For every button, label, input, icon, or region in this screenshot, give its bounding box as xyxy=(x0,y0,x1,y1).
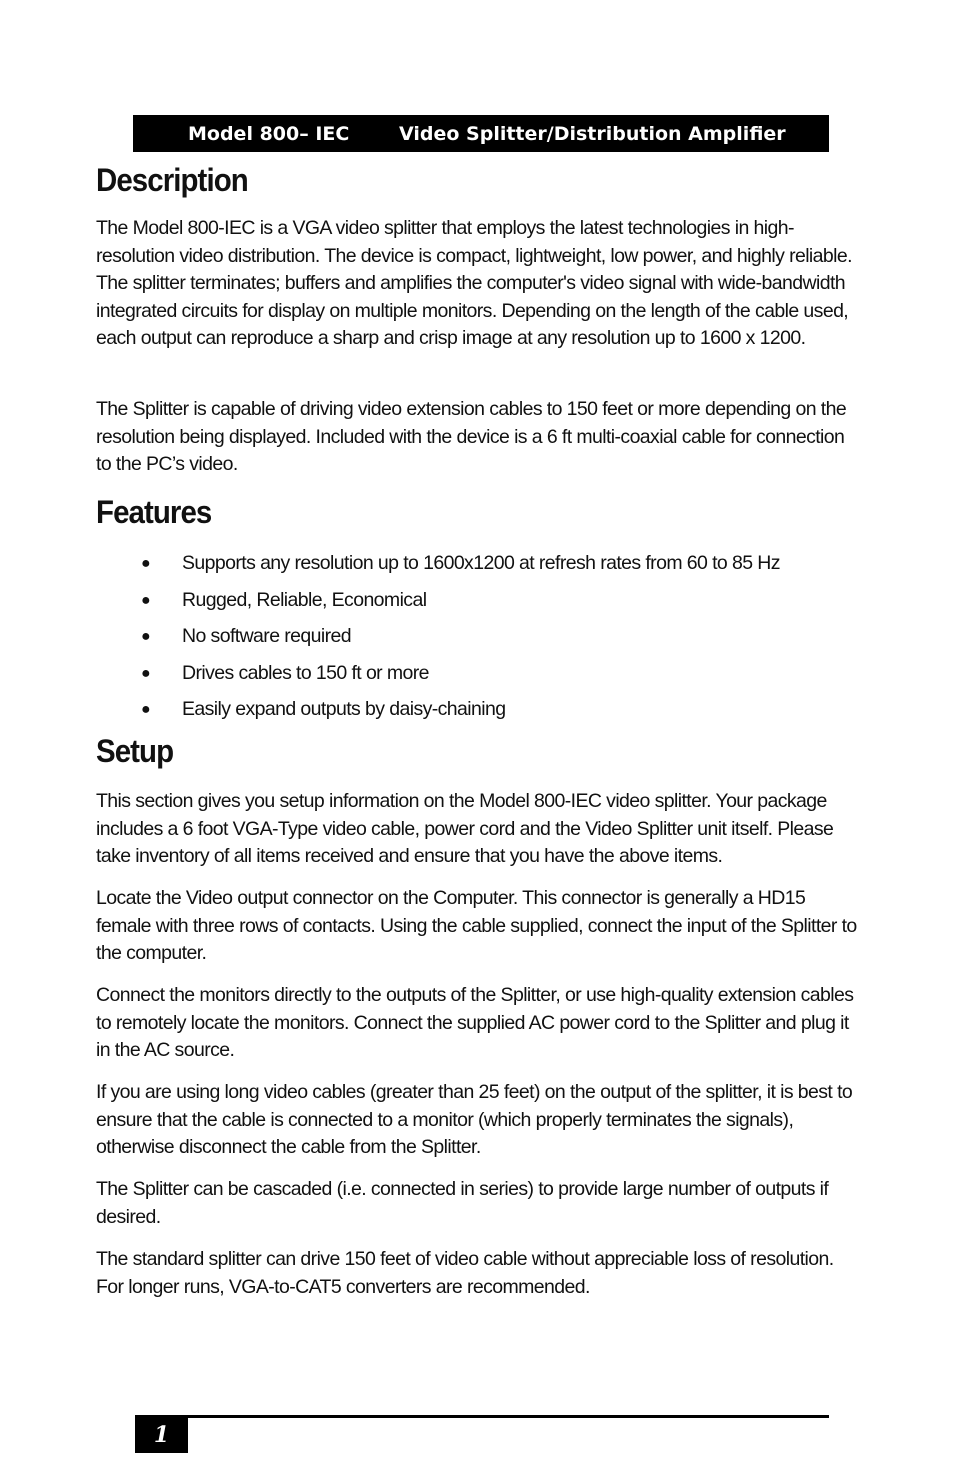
description-paragraph: The Model 800-IEC is a VGA video splitter that employs the latest technologies in high-resolution video distribution. The device is compact, lightweight, low power, and highly reliable. The splitter terminates; buffers and amplifies the computer's video signal with wide-bandwidth integrated circuits for display on multiple monitors. Depending on the length of the cable used, each output can reproduce a sharp and crisp image at any resolution up to 1600 x 1200. xyxy=(96,217,852,349)
bullet-icon: ● xyxy=(141,664,151,682)
description-paragraph: The Splitter is capable of driving video extension cables to 150 feet or more depending on the resolution being displayed. Included with the device is a 6 ft multi-coaxial cable for connection to the PC’s video. xyxy=(96,398,847,475)
list-item xyxy=(96,587,861,624)
list-item xyxy=(96,550,861,587)
setup-paragraph: If you are using long video cables (greater than 25 feet) on the output of the splitter, it is best to ensure that the cable is connected to a monitor (which properly terminates the signals), otherwise disconnect the cable from the Splitter. xyxy=(96,1081,853,1158)
footer-rule xyxy=(135,1415,829,1418)
running-header xyxy=(133,115,829,152)
features-list xyxy=(96,550,861,733)
feature-text: No software required xyxy=(182,625,352,648)
header-model: Model 800– IEC xyxy=(188,123,350,145)
list-item xyxy=(96,660,861,697)
list-item xyxy=(96,696,861,733)
feature-text: Rugged, Reliable, Economical xyxy=(182,588,427,611)
description-heading: Description xyxy=(96,162,248,198)
setup-paragraph: This section gives you setup information on the Model 800-IEC video splitter. Your package includes a 6 foot VGA-Type video cable, power cord and the Video Splitter unit itself. Please take inventory of all items received and ensure that you have the above items. xyxy=(96,790,834,867)
list-item xyxy=(96,623,861,660)
setup-paragraph: Connect the monitors directly to the outputs of the Splitter, or use high-quality extension cables to remotely locate the monitors. Connect the supplied AC power cord to the Splitter and plug it in the AC source. xyxy=(96,984,854,1061)
bullet-icon: ● xyxy=(141,555,151,572)
bullet-icon: ● xyxy=(141,701,151,719)
feature-text: Supports any resolution up to 1600x1200 at refresh rates from 60 to 85 Hz xyxy=(182,552,780,574)
setup-paragraph: Locate the Video output connector on the Computer. This connector is generally a HD15 female with three rows of contacts. Using the cable supplied, connect the input of the Splitter to the computer. xyxy=(96,887,857,964)
setup-paragraph: The standard splitter can drive 150 feet of video cable without appreciable loss of resolution. For longer runs, VGA-to-CAT5 converters are recommended. xyxy=(96,1248,834,1298)
bullet-icon: ● xyxy=(141,628,151,646)
features-heading: Features xyxy=(96,494,212,530)
header-product: Video Splitter/Distribution Amplifier xyxy=(399,123,786,145)
bullet-icon: ● xyxy=(141,591,151,609)
setup-paragraph: The Splitter can be cascaded (i.e. connected in series) to provide large number of outputs if desired. xyxy=(96,1178,829,1228)
page-number: 1 xyxy=(135,1415,188,1453)
feature-text: Drives cables to 150 ft or more xyxy=(182,661,429,684)
setup-heading: Setup xyxy=(96,733,174,769)
feature-text: Easily expand outputs by daisy-chaining xyxy=(182,698,506,721)
